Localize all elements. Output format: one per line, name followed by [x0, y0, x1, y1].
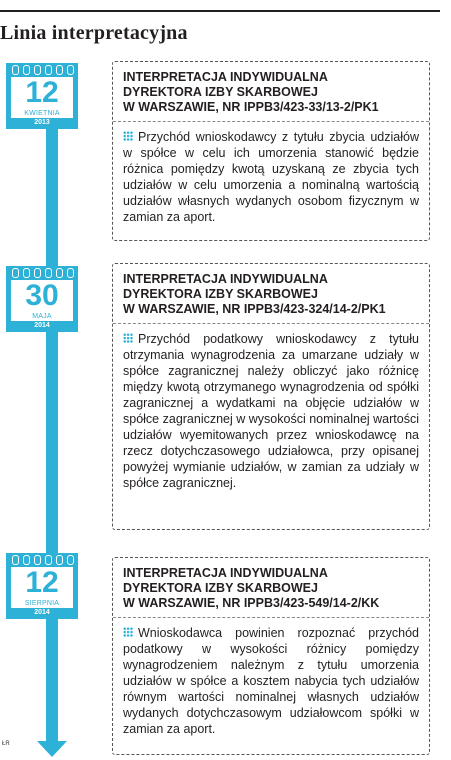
heading-line: INTERPRETACJA INDYWIDUALNA	[123, 70, 328, 84]
interpretation-heading	[113, 62, 429, 122]
interpretation-text-block	[113, 324, 429, 499]
heading-line: INTERPRETACJA INDYWIDUALNA	[123, 272, 328, 286]
heading-line: DYREKTORA IZBY SKARBOWEJ	[123, 581, 318, 595]
interpretation-heading	[113, 558, 429, 618]
calendar-day: 12	[25, 566, 59, 599]
heading-line: W WARSZAWIE, NR IPPB3/423-33/13-2/PK1	[123, 100, 379, 114]
interpretation-text: Przychód wnioskodawcy z tytułu zbycia udziałów w spółce w celu ich umorzenia stanowić będzie różnica pomiędzy kwotą uzyskaną ze zbycia tych udziałów w celu umorzenia a nominalną wartością udziałów własnych wydanych osobom fizycznym w zamian za aport.	[123, 130, 419, 224]
heading-line: W WARSZAWIE, NR IPPB3/423-324/14-2/PK1	[123, 302, 386, 316]
credit: ŁR	[2, 741, 10, 747]
interpretation-box	[112, 263, 430, 530]
calendar-year: 2013	[11, 118, 73, 128]
heading-line: DYREKTORA IZBY SKARBOWEJ	[123, 85, 318, 99]
interpretation-box	[112, 61, 430, 241]
timeline-arrow-icon	[37, 741, 67, 757]
heading-line: W WARSZAWIE, NR IPPB3/423-549/14-2/KK	[123, 596, 380, 610]
calendar-month: KWIETNIA	[24, 110, 60, 117]
calendar-day: 12	[25, 76, 59, 109]
interpretation-text: Przychód podatkowy wnioskodawcy z tytułu otrzymania wynagrodzenia za umarzane udziały w spółce zagranicznej należy obliczyć jako różnicę między kwotą otrzymanego wynagrodzenia od spółki zagranicznej a wydatkami na objęcie udziałów w spółce zagranicznej w wysokości nominalnej wartości udziałów wyemitowanych przez wnioskodawcę na rzecz dotychczasowego udziałowca, przy opisanej powyżej wymianie udziałów, w zamian za udziały w spółce zagranicznej.	[123, 332, 419, 490]
timeline-line	[46, 80, 58, 745]
calendar-month: MAJA	[32, 313, 52, 320]
top-rule	[0, 10, 440, 12]
interpretation-box	[112, 557, 430, 755]
calendar-year: 2014	[11, 608, 73, 618]
interpretation-text: Wnioskodawca powinien rozpoznać przychód podatkowy w wysokości różnicy pomiędzy wynagrodzeniem należnym z tytułu umorzenia udziałów w spółce a kosztem nabycia tych udziałów równym wartości nominalnej własnych udziałów wydanych dotychczasowym udziałowcom spółki w zamian za aport.	[123, 626, 419, 736]
calendar-month: SIERPNIA	[24, 600, 60, 607]
grid-bullet-icon	[123, 627, 133, 637]
heading-line: INTERPRETACJA INDYWIDUALNA	[123, 566, 328, 580]
calendar-icon	[6, 553, 78, 619]
heading-line: DYREKTORA IZBY SKARBOWEJ	[123, 287, 318, 301]
grid-bullet-icon	[123, 333, 133, 343]
grid-bullet-icon	[123, 131, 133, 141]
calendar-icon	[6, 63, 78, 129]
interpretation-heading	[113, 264, 429, 324]
interpretation-text-block	[113, 618, 429, 745]
calendar-year: 2014	[11, 321, 73, 331]
calendar-icon	[6, 266, 78, 332]
page-title: Linia interpretacyjna	[0, 22, 188, 44]
interpretation-text-block	[113, 122, 429, 233]
calendar-day: 30	[25, 279, 59, 312]
